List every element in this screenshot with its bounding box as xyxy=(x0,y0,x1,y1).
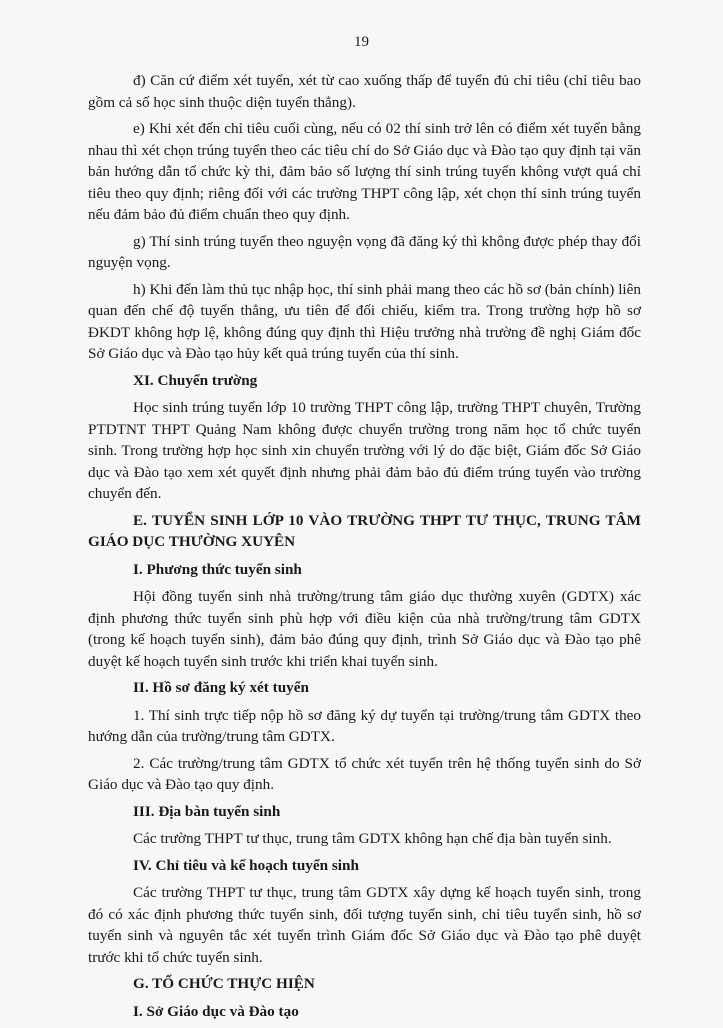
heading-i-so-giao-duc: I. Sở Giáo dục và Đào tạo xyxy=(133,1002,299,1020)
paragraph-ho-so-1: 1. Thí sinh trực tiếp nộp hồ sơ đăng ký dự tuyển tại trường/trung tâm GDTX theo hướng dẫn của trường/trung tâm GDTX. xyxy=(88,706,641,745)
paragraph-chuyen-truong: Học sinh trúng tuyển lớp 10 trường THPT công lập, trường THPT chuyên, Trường PTDTNT THPT Quảng Nam không được chuyển trường trong năm học tổ chức tuyển sinh. Trong trường hợp học sinh xin chuyển trường với lý do đặc biệt, Giám đốc Sở Giáo dục và Đào tạo xem xét quyết định nhưng phải đảm bảo đủ điểm trúng tuyển vào trường chuyển đến. xyxy=(88,399,641,502)
paragraph-chi-tieu: Các trường THPT tư thục, trung tâm GDTX xây dựng kế hoạch tuyển sinh, trong đó có xác định phương thức tuyển sinh, đối tượng tuyển sinh, chỉ tiêu tuyển sinh, hồ sơ tuyển sinh và nguyên tắc xét tuyển trình Giám đốc Sở Giáo dục và Đào tạo phê duyệt trước khi tổ chức tuyển sinh. xyxy=(88,884,641,966)
document-body xyxy=(88,70,641,1028)
paragraph-g: g) Thí sinh trúng tuyển theo nguyện vọng đã đăng ký thì không được phép thay đổi nguyện vọng. xyxy=(88,232,641,271)
paragraph-phuong-thuc: Hội đồng tuyển sinh nhà trường/trung tâm giáo dục thường xuyên (GDTX) xác định phương thức tuyển sinh phù hợp với điều kiện của nhà trường/trung tâm GDTX (trong kế hoạch tuyển sinh), đảm bảo đúng quy định, trình Sở Giáo dục và Đào tạo phê duyệt kế hoạch tuyển sinh trước khi triển khai tuyển sinh. xyxy=(88,588,641,670)
heading-ii-ho-so: II. Hồ sơ đăng ký xét tuyển xyxy=(133,679,309,696)
heading-g-to-chuc: G. TỔ CHỨC THỰC HIỆN xyxy=(133,975,315,992)
heading-i-phuong-thuc: I. Phương thức tuyển sinh xyxy=(133,560,302,578)
heading-iv-chi-tieu: IV. Chỉ tiêu và kế hoạch tuyển sinh xyxy=(133,856,359,874)
heading-xi-chuyen-truong: XI. Chuyển trường xyxy=(133,371,258,389)
paragraph-h: h) Khi đến làm thủ tục nhập học, thí sinh phải mang theo các hồ sơ (bản chính) liên quan đến chế độ tuyển thẳng, ưu tiên để đối chiếu, kiểm tra. Trong trường hợp hồ sơ ĐKDT không hợp lệ, không đúng quy định thì Hiệu trưởng nhà trường đề nghị Giám đốc Sở Giáo dục và Đào tạo hủy kết quả trúng tuyển của thí sinh. xyxy=(88,280,641,362)
heading-e-tuyen-sinh-tu-thuc: E. TUYỂN SINH LỚP 10 VÀO TRƯỜNG THPT TƯ THỤC, TRUNG TÂM GIÁO DỤC THƯỜNG XUYÊN xyxy=(88,511,641,550)
paragraph-dia-ban: Các trường THPT tư thục, trung tâm GDTX không hạn chế địa bàn tuyển sinh. xyxy=(133,830,612,847)
paragraph-ho-so-2: 2. Các trường/trung tâm GDTX tổ chức xét tuyển trên hệ thống tuyển sinh do Sở Giáo dục và Đào tạo quy định. xyxy=(88,754,641,793)
paragraph-e: e) Khi xét đến chỉ tiêu cuối cùng, nếu có 02 thí sinh trở lên có điểm xét tuyển bằng nhau thì xét chọn trúng tuyển theo các tiêu chí do Sở Giáo dục và Đào tạo quy định tại văn bản hướng dẫn tổ chức kỳ thi, đảm bảo số lượng thí sinh trúng tuyển không vượt quá chỉ tiêu theo quy định; riêng đối với các trường THPT công lập, xét chọn thí sinh trúng tuyển nếu đảm bảo đủ điểm chuẩn theo quy định. xyxy=(88,120,641,223)
heading-iii-dia-ban: III. Địa bàn tuyển sinh xyxy=(133,802,281,820)
page-number: 19 xyxy=(354,34,369,50)
paragraph-d: đ) Căn cứ điểm xét tuyển, xét từ cao xuống thấp để tuyển đủ chỉ tiêu (chỉ tiêu bao gồm cả số học sinh thuộc diện tuyển thẳng). xyxy=(88,72,641,111)
